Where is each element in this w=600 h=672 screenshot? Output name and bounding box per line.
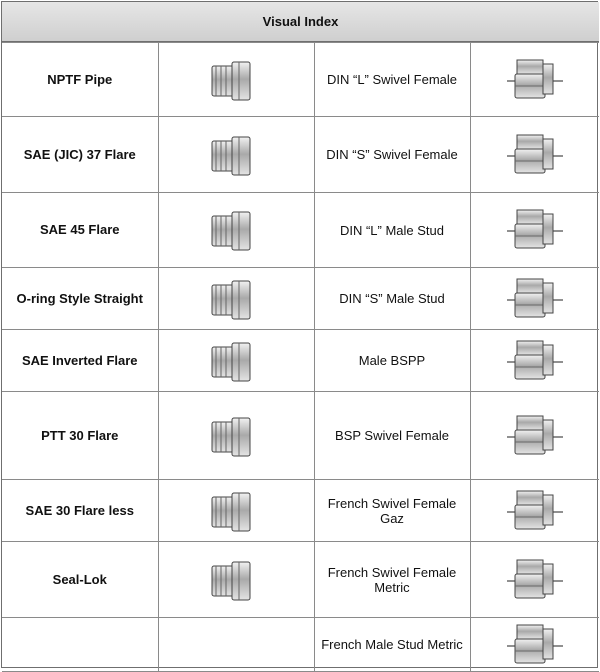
fitting-name: French Swivel Female Gaz [327,495,457,526]
table-row [2,268,599,330]
fitting-name-cell [2,542,158,618]
fitting-image-cell [470,480,599,542]
fitting-name: DIN “S” Male Stud [339,291,445,306]
sae-inverted-flare-fitting-icon [204,337,268,385]
ptt-30-flare-fitting-icon [204,412,268,460]
din-s-male-stud-fitting-icon [503,275,567,323]
din-l-male-stud-fitting-icon [503,206,567,254]
fitting-image-cell [470,392,599,480]
fittings-grid [2,42,599,672]
fitting-image-cell [158,542,314,618]
fitting-name: BSP Swivel Female [335,428,449,443]
fitting-name-cell [2,117,158,193]
fitting-name-cell [2,268,158,330]
fitting-name-cell [314,43,470,117]
fitting-image-cell [158,193,314,268]
visual-index-table [1,1,598,668]
fitting-image-cell [158,392,314,480]
male-bspp-fitting-icon [503,337,567,385]
table-row [2,43,599,117]
table-row [2,618,599,672]
fitting-name: NPTF Pipe [47,71,113,87]
din-s-swivel-female-fitting-icon [503,131,567,179]
table-row [2,193,599,268]
nptf-pipe-fitting-icon [204,56,268,104]
fitting-name: DIN “S” Swivel Female [326,147,458,162]
table-title-text: Visual Index [262,14,339,29]
table-row [2,392,599,480]
fitting-image-cell [470,542,599,618]
fitting-name-cell [2,193,158,268]
fitting-name: SAE 45 Flare [40,222,120,237]
fitting-image-cell [470,330,599,392]
fitting-name: Male BSPP [358,353,426,368]
fitting-name: French Male Stud Metric [321,637,463,652]
o-ring-straight-fitting-icon [204,275,268,323]
fitting-name-cell [2,330,158,392]
fitting-name-cell [314,392,470,480]
fitting-name: PTT 30 Flare [41,427,119,443]
fitting-image-cell [470,268,599,330]
fitting-name-cell [314,542,470,618]
table-title [2,2,599,42]
table-row [2,542,599,618]
fitting-name-cell [314,618,470,672]
fitting-image-cell [158,618,314,672]
sae-45-flare-fitting-icon [204,206,268,254]
fitting-image-cell [470,117,599,193]
french-male-stud-metric-fitting-icon [503,621,567,669]
fitting-image-cell [158,330,314,392]
fitting-image-cell [470,193,599,268]
fitting-image-cell [158,43,314,117]
fitting-name-cell [314,193,470,268]
fitting-name-cell [314,480,470,542]
fitting-name: DIN “L” Male Stud [339,222,445,238]
fitting-name: DIN “L” Swivel Female [326,72,458,87]
fitting-name: SAE 30 Flare less [25,502,134,518]
fitting-name-cell [314,330,470,392]
table-row [2,480,599,542]
fitting-name: French Swivel Female Metric [327,564,457,595]
fitting-name: O-ring Style Straight [16,290,143,306]
sae-30-flareless-fitting-icon [204,487,268,535]
fitting-image-cell [158,480,314,542]
fitting-name: SAE (JIC) 37 Flare [23,146,136,162]
fitting-name-cell [2,392,158,480]
bsp-swivel-female-fitting-icon [503,412,567,460]
french-swivel-female-metric-fitting-icon [503,556,567,604]
fitting-image-cell [470,618,599,672]
fitting-name-cell [2,43,158,117]
table-row [2,117,599,193]
fitting-image-cell [470,43,599,117]
fitting-image-cell [158,117,314,193]
seal-lok-fitting-icon [204,556,268,604]
french-swivel-female-gaz-fitting-icon [503,487,567,535]
fitting-image-cell [158,268,314,330]
fitting-name: Seal-Lok [52,571,107,587]
din-l-swivel-female-fitting-icon [503,56,567,104]
fitting-name-cell [2,618,158,672]
fitting-name: SAE Inverted Flare [21,352,138,368]
jic-37-flare-fitting-icon [204,131,268,179]
fitting-name-cell [314,117,470,193]
fitting-name-cell [314,268,470,330]
table-row [2,330,599,392]
fitting-name-cell [2,480,158,542]
